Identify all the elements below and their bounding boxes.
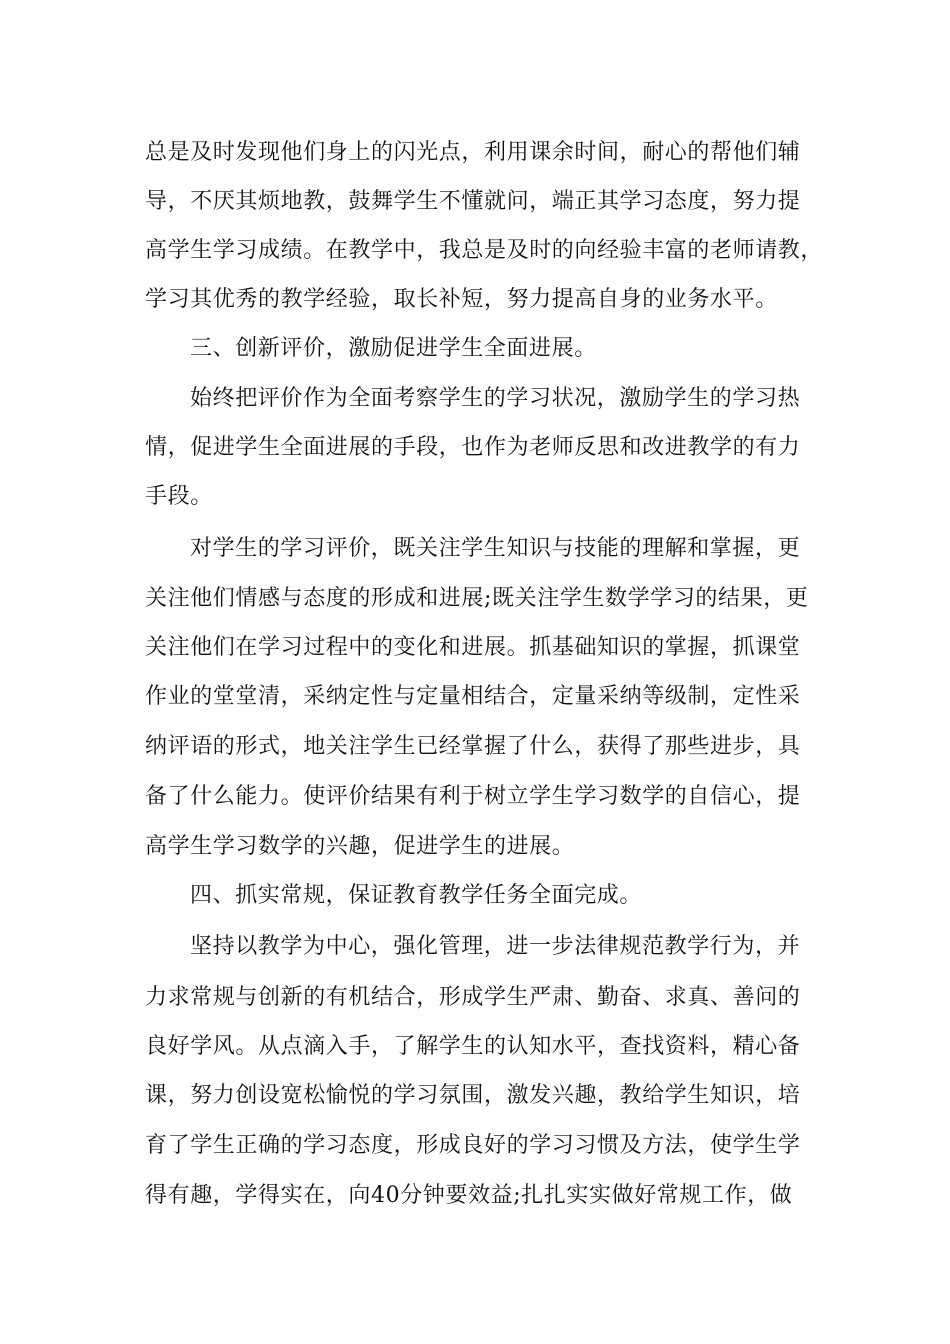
text-line: 高学生学习数学的兴趣，促进学生的进展。 [145,834,575,859]
text-line: 育了学生正确的学习态度，形成良好的学习习惯及方法，使学生学 [145,1133,801,1158]
text-line: 始终把评价作为全面考察学生的学习状况，激励学生的学习热 [190,386,801,411]
text-line: 得有趣，学得实在，向40分钟要效益;扎扎实实做好常规工作，做 [145,1183,793,1208]
text-line: 力求常规与创新的有机结合，形成学生严肃、勤奋、求真、善问的 [145,985,801,1010]
text-line: 关注他们情感与态度的形成和进展;既关注学生数学学习的结果，更 [145,586,809,611]
section-heading: 四、抓实常规，保证教育教学任务全面完成。 [190,883,643,908]
text-line: 坚持以教学为中心，强化管理，进一步法律规范教学行为，并 [190,934,801,959]
text-line: 课，努力创设宽松愉悦的学习氛围，激发兴趣，教给学生知识，培 [145,1083,801,1108]
text-line: 手段。 [145,484,213,509]
text-line: 高学生学习成绩。在教学中，我总是及时的向经验丰富的老师请教， [145,238,824,263]
text-line: 良好学风。从点滴入手，了解学生的认知水平，查找资料，精心备 [145,1034,801,1059]
text-line: 作业的堂堂清，采纳定性与定量相结合，定量采纳等级制，定性采 [145,684,801,709]
text-line: 总是及时发现他们身上的闪光点，利用课余时间，耐心的帮他们辅 [145,140,801,165]
text-line: 备了什么能力。使评价结果有利于树立学生学习数学的自信心，提 [145,784,801,809]
text-line: 关注他们在学习过程中的变化和进展。抓基础知识的掌握，抓课堂 [145,635,801,660]
text-line: 学习其优秀的教学经验，取长补短，努力提高自身的业务水平。 [145,287,778,312]
text-line: 导，不厌其烦地教，鼓舞学生不懂就问，端正其学习态度，努力提 [145,189,801,214]
text-line: 纳评语的形式，地关注学生已经掌握了什么，获得了那些进步，具 [145,734,801,759]
section-heading: 三、创新评价，激励促进学生全面进展。 [190,336,597,361]
text-line: 对学生的学习评价，既关注学生知识与技能的理解和掌握，更 [190,536,801,561]
text-line: 情，促进学生全面进展的手段，也作为老师反思和改进教学的有力 [145,435,801,460]
